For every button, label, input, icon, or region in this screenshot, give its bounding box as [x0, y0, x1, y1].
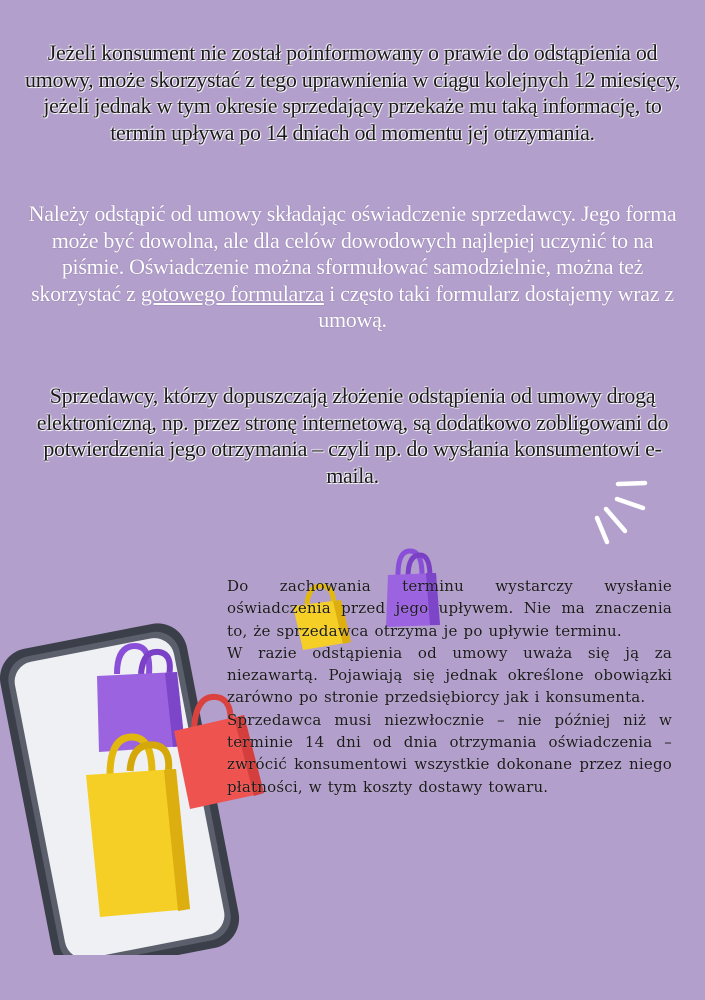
online-withdrawal-paragraph: Sprzedawcy, którzy dopuszczają złożenie odstąpienia od umowy drogą elektroniczną, np. przez stronę internetową, są dodatkowo zobligowani do potwierdzenia jego otrzymania – czyli np. do wysłania konsumentowi e-maila.: [36, 383, 669, 488]
withdrawal-paragraph: [20, 201, 685, 334]
withdrawal-text-end: i często taki formularz dostajemy wraz z umową.: [318, 280, 674, 332]
sparkle-lines-icon: [585, 478, 660, 553]
withdrawal-text-start: Należy odstąpić od umowy składając oświadczenie sprzedawcy. Jego forma może być dowolna, ale dla celów dowodowych najlepiej uczynić to na piśmie. Oświadczenie można sformułować samodzielnie, można też skorzystać z: [28, 201, 677, 306]
shopping-bag-icon: [80, 725, 200, 925]
refund-paragraph: Sprzedawca musi niezwłocznie – nie później niż w terminie 14 dni od dnia otrzymania oświadczenia – zwrócić konsumentowi wszystkie dokonane przez niego płatności, w tym koszty dostawy towaru.: [227, 710, 672, 796]
void-contract-paragraph: W razie odstąpienia od umowy uważa się ją za niezawartą. Pojawiają się jednak określone obowiązki zarówno po stronie przedsiębiorcy jak i konsumenta.: [227, 643, 672, 707]
terms-body-text: [227, 575, 672, 798]
form-link[interactable]: gotowego formularza: [140, 280, 324, 306]
deadline-paragraph: Do zachowania terminu wystarczy wysłanie oświadczenia przed jego upływem. Nie ma znaczenia to, że sprzedawca otrzyma je po upływie terminu.: [227, 577, 672, 640]
intro-paragraph: Jeżeli konsument nie został poinformowany o prawie do odstąpienia od umowy, może skorzystać z tego uprawnienia w ciągu kolejnych 12 miesięcy, jeżeli jednak w tym okresie sprzedający przekaże mu taką informację, to termin upływa po 14 dniach od momentu jej otrzymania.: [25, 40, 680, 145]
